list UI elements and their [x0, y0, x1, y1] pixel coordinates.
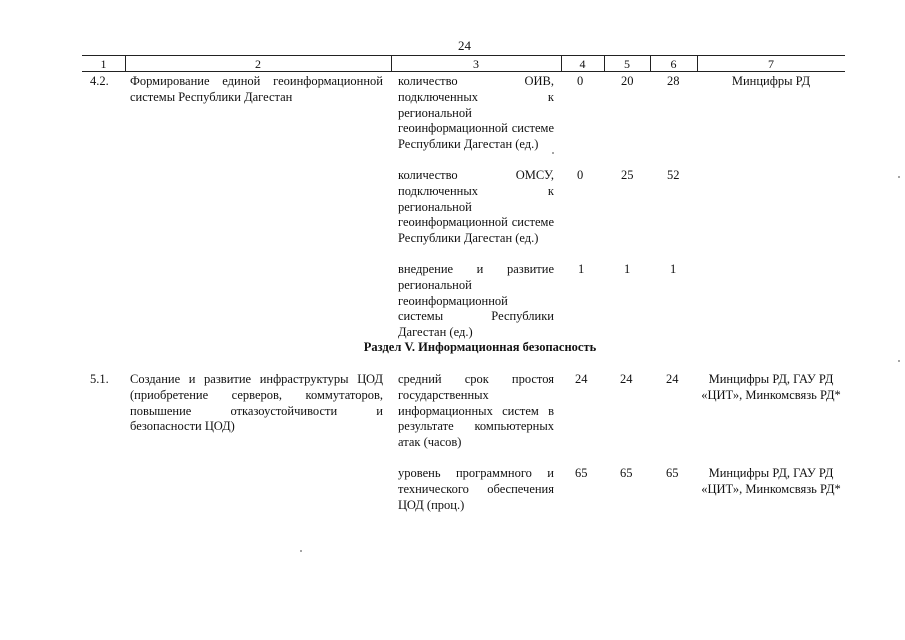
indicator-value-col4: 0 — [577, 168, 584, 182]
header-col-4: 4 — [579, 57, 586, 71]
row-name: Формирование единой геоинформационной системы Республики Дагестан — [130, 74, 383, 104]
indicator-value-col5: 1 — [624, 262, 631, 276]
indicator-text: средний срок простоя государственных информационных систем в результате компьютерных атак (часов) — [398, 372, 554, 450]
header-bottom-border — [82, 71, 845, 72]
scan-speck — [898, 176, 900, 178]
indicator-value-col6: 1 — [670, 262, 677, 276]
indicator-value-col6: 28 — [667, 74, 680, 88]
indicator-text: внедрение и развитие региональной геоинформационной системы Республики Дагестан (ед.) — [398, 262, 554, 340]
table-top-border — [82, 55, 845, 56]
row-number: 4.2. — [90, 74, 109, 88]
indicator-value-col4: 0 — [577, 74, 584, 88]
page-number: 24 — [458, 38, 471, 53]
indicator-text: количество ОИВ, подключенных к региональной геоинформационной системе Республики Дагестан (ед.) — [398, 74, 554, 152]
scan-speck — [300, 550, 302, 552]
executor: Минцифры РД, ГАУ РД «ЦИТ», Минкомсвязь РД* — [701, 372, 841, 402]
executor: Минцифры РД, ГАУ РД «ЦИТ», Минкомсвязь РД* — [701, 466, 841, 496]
scan-speck — [898, 360, 900, 362]
indicator-value-col6: 65 — [666, 466, 679, 480]
indicator-value-col4: 65 — [575, 466, 588, 480]
scan-speck — [552, 152, 554, 154]
indicator-value-col4: 1 — [578, 262, 585, 276]
header-col-1: 1 — [100, 57, 107, 71]
section-title: Раздел V. Информационная безопасность — [363, 340, 597, 354]
indicator-value-col5: 24 — [620, 372, 633, 386]
header-col-5: 5 — [624, 57, 630, 71]
header-col-3: 3 — [473, 57, 479, 71]
indicator-value-col5: 20 — [621, 74, 634, 88]
indicator-value-col5: 25 — [621, 168, 634, 182]
indicator-value-col6: 24 — [666, 372, 679, 386]
header-col-6: 6 — [670, 57, 677, 71]
header-col-2: 2 — [255, 57, 261, 71]
indicator-text: количество ОМСУ, подключенных к региональной геоинформационной системе Республики Дагестан (ед.) — [398, 168, 554, 246]
indicator-value-col6: 52 — [667, 168, 680, 182]
row-number: 5.1. — [90, 372, 109, 386]
header-col-7: 7 — [768, 57, 774, 71]
executor: Минцифры РД — [731, 74, 811, 88]
row-name: Создание и развитие инфраструктуры ЦОД (приобретение серверов, коммутаторов, повышение отказоустойчивости и безопасности ЦОД) — [130, 372, 383, 434]
indicator-value-col4: 24 — [575, 372, 588, 386]
indicator-text: уровень программного и технического обеспечения ЦОД (проц.) — [398, 466, 554, 512]
indicator-value-col5: 65 — [620, 466, 633, 480]
